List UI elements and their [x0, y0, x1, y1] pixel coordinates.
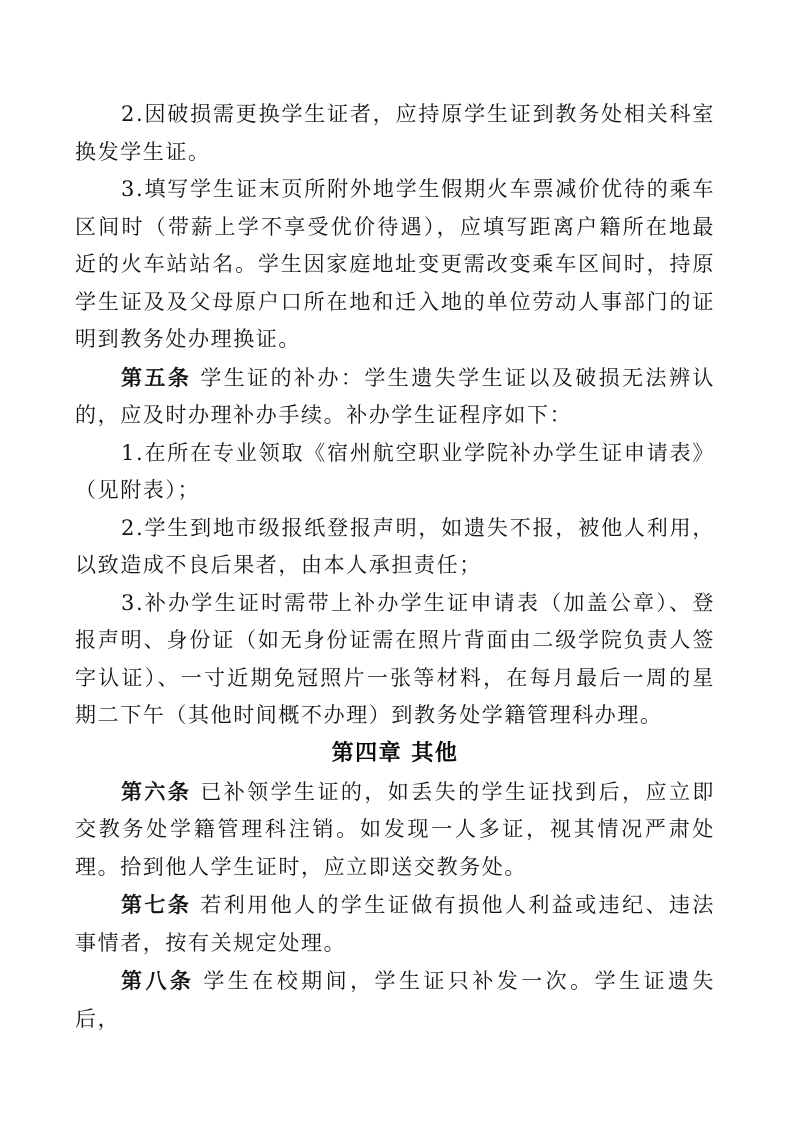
procedure-step-3: 3.补办学生证时需带上补办学生证申请表（加盖公章）、登报声明、身份证（如无身份证需在照片背面由二级学院负责人签字认证）、一寸近期免冠照片一张等材料，在每月最后一周的星期二下午（其他时间概不办理）到教务处学籍管理科办理。	[75, 590, 715, 727]
article-6-paragraph	[75, 773, 715, 887]
article-8-paragraph	[75, 962, 715, 1038]
article-7-number: 第七条	[121, 892, 192, 917]
article-7-paragraph	[75, 886, 715, 962]
list-item-damaged-card-replacement: 2.因破损需更换学生证者，应持原学生证到教务处相关科室换发学生证。	[75, 102, 715, 164]
article-6-number: 第六条	[121, 778, 192, 804]
article-5-paragraph	[75, 359, 715, 435]
list-item-train-ticket-section: 3.填写学生证末页所附外地学生假期火车票减价优待的乘车区间时（带薪上学不享受优价待遇），应填写距离户籍所在地最近的火车站站名。学生因家庭地址变更需改变乘车区间时，持原学生证及及父母原户口所在地和迁入地的单位劳动人事部门的证明到教务处办理换证。	[75, 177, 715, 351]
article-8-number: 第八条	[121, 968, 195, 993]
article-5-text: 学生证的补办：学生遗失学生证以及破损无法辨认的，应及时办理补办手续。补办学生证程序如下：	[75, 365, 715, 427]
article-8-text: 学生在校期间，学生证只补发一次。学生证遗失后，	[75, 969, 715, 1031]
article-7-text: 若利用他人的学生证做有损他人利益或违纪、违法事情者，按有关规定处理。	[75, 893, 715, 955]
document-content	[75, 96, 715, 1038]
procedure-step-1: 1.在所在专业领取《宿州航空职业学院补办学生证申请表》（见附表）；	[75, 440, 715, 502]
procedure-step-2: 2.学生到地市级报纸登报声明，如遗失不报，被他人利用，以致造成不良后果者，由本人承担责任；	[75, 515, 715, 577]
article-5-number: 第五条	[121, 364, 192, 390]
chapter-4-heading: 第四章 其他	[331, 740, 459, 766]
article-6-text: 已补领学生证的，如丢失的学生证找到后，应立即交教务处学籍管理科注销。如发现一人多证，视其情况严肃处理。拾到他人学生证时，应立即送交教务处。	[75, 779, 715, 879]
